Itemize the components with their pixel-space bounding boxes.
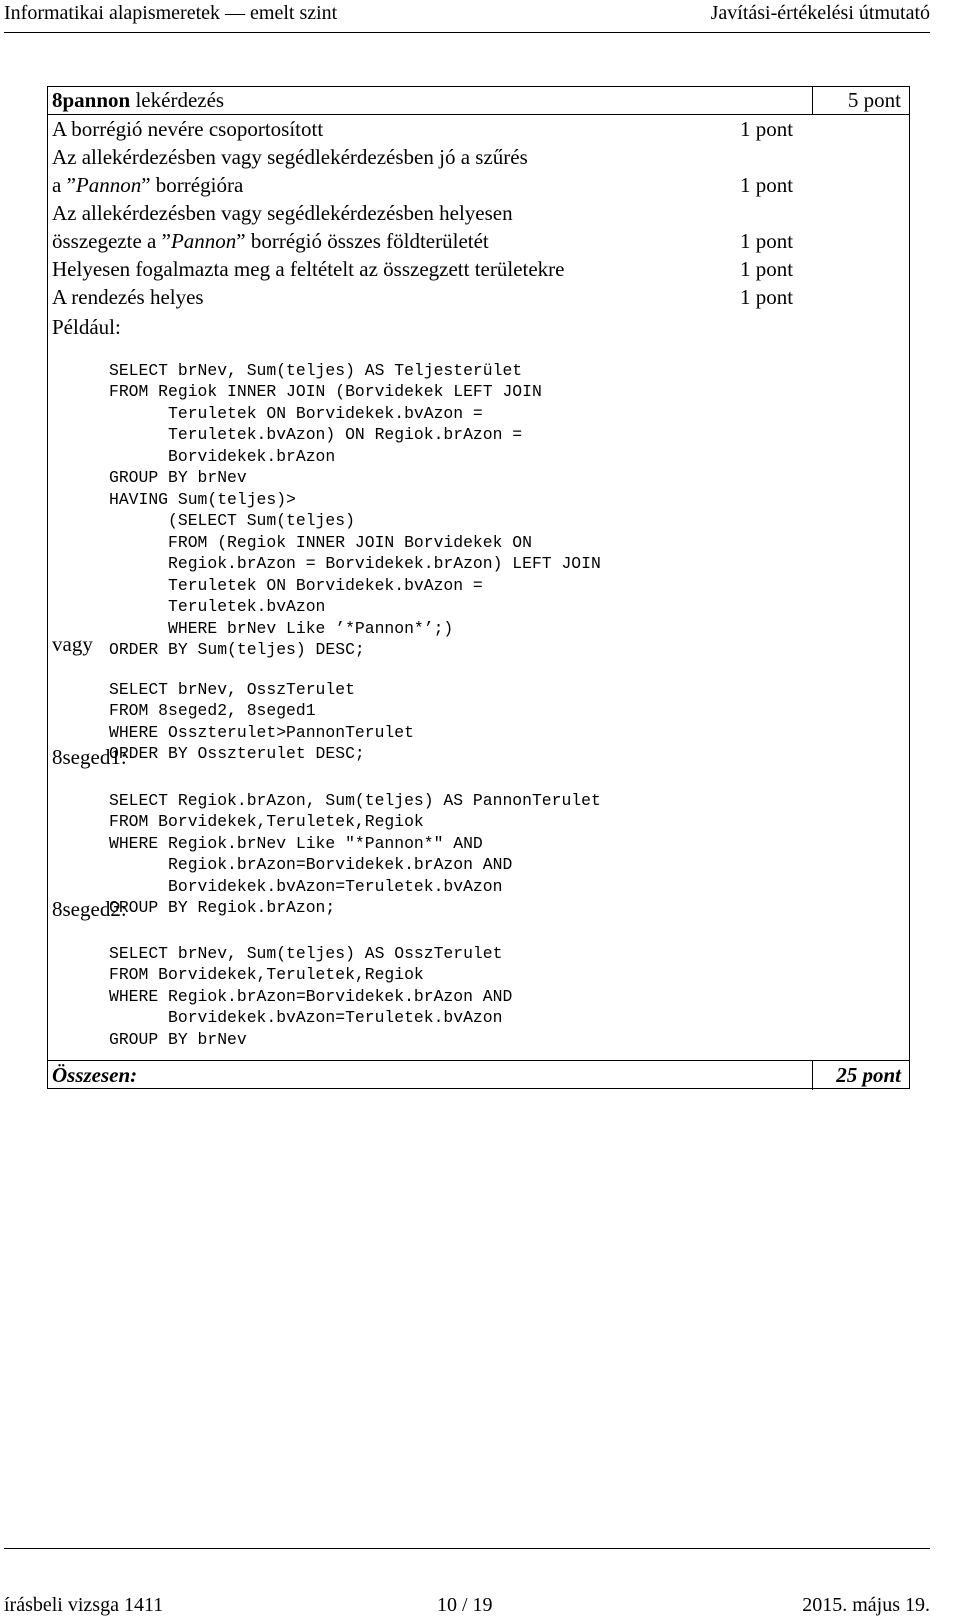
code-line: Teruletek.bvAzon [109,597,326,616]
total-label: Összesen: [52,1063,138,1087]
code-line: SELECT Regiok.brAzon, Sum(teljes) AS PannonTerulet [109,790,601,810]
code-line: SELECT brNev, Sum(teljes) AS Teljesterület [109,360,523,380]
code-line: FROM 8seged2, 8seged1 [109,701,316,720]
criterion-text: összegezte a ”Pannon” borrégió összes földterületét [52,229,489,253]
code-line: SELECT brNev, OsszTerulet [109,679,355,699]
scoring-table [47,86,910,1089]
code-line: Regiok.brAzon=Borvidekek.brAzon AND [109,855,513,874]
code-line: (SELECT Sum(teljes) [109,511,355,530]
code-line: FROM (Regiok INNER JOIN Borvidekek ON [109,532,532,552]
criterion-text: a ”Pannon” borrégióra [52,173,244,197]
example-label: Például: [52,315,121,339]
table-divider [812,87,813,114]
code-line: ORDER BY Osszterulet DESC; [109,744,365,763]
code-line: GROUP BY brNev [109,468,247,487]
code-line: ORDER BY Sum(teljes) DESC; [109,640,365,659]
code-line: Teruletek ON Borvidekek.bvAzon = [109,403,483,423]
header-guide-title: Javítási-értékelési útmutató [710,2,930,24]
code-line: GROUP BY Regiok.brAzon; [109,898,336,917]
criterion-points: 1 pont [740,285,794,309]
criterion-points: 1 pont [740,257,794,281]
footer-date: 2015. május 19. [802,1594,930,1616]
table-divider [48,1060,909,1061]
criterion-points: 1 pont [740,229,794,253]
criterion-text: Helyesen fogalmazta meg a feltételt az összegzett területekre [52,257,565,281]
code-line: GROUP BY brNev [109,1029,247,1049]
code-line: WHERE Regiok.brAzon=Borvidekek.brAzon AND [109,986,513,1006]
criterion-text: Az allekérdezésben vagy segédlekérdezésben helyesen [52,201,513,225]
code-line: Teruletek.bvAzon) ON Regiok.brAzon = [109,425,523,444]
code-line: Borvidekek.bvAzon=Teruletek.bvAzon [109,1008,503,1027]
code-line: Teruletek ON Borvidekek.bvAzon = [109,575,483,595]
code-line: WHERE Regiok.brNev Like "*Pannon*" AND [109,833,483,853]
page-header [4,0,930,33]
footer-exam-id: írásbeli vizsga 1411 [4,1594,164,1616]
code-line: FROM Borvidekek,Teruletek,Regiok [109,812,424,831]
total-points: 25 pont [836,1063,901,1087]
page-footer [4,1548,930,1617]
criterion-text: Az allekérdezésben vagy segédlekérdezésben jó a szűrés [52,145,528,169]
code-line: FROM Regiok INNER JOIN (Borvidekek LEFT JOIN [109,382,542,401]
code-line: HAVING Sum(teljes)> [109,489,296,509]
code-line: Regiok.brAzon = Borvidekek.brAzon) LEFT JOIN [109,554,601,573]
footer-page-number: 10 / 19 [437,1594,493,1616]
code-line: SELECT brNev, Sum(teljes) AS OsszTerulet [109,943,503,963]
sql-query-main [109,338,601,661]
helper-query-2-label: 8seged2: [52,897,127,921]
section-total-points: 5 pont [847,88,901,112]
sql-helper-query-2 [109,921,512,1050]
table-divider [48,114,909,115]
header-subject: Informatikai alapismeretek — emelt szint [4,2,338,24]
sql-helper-query-1 [109,768,601,919]
criterion-text: A rendezés helyes [52,285,204,309]
code-line: WHERE brNev Like ’*Pannon*’;) [109,618,454,638]
criterion-points: 1 pont [740,117,794,141]
section-title: 8pannon lekérdezés [52,88,225,112]
helper-query-1-label: 8seged1: [52,745,127,769]
code-line: Borvidekek.bvAzon=Teruletek.bvAzon [109,876,503,896]
criterion-text: A borrégió nevére csoportosított [52,117,324,141]
criterion-points: 1 pont [740,173,794,197]
code-line: FROM Borvidekek,Teruletek,Regiok [109,965,424,984]
code-line: WHERE Osszterulet>PannonTerulet [109,722,414,742]
sql-query-alternative [109,657,414,765]
alternative-label: vagy [52,632,93,656]
code-line: Borvidekek.brAzon [109,446,336,466]
table-divider [812,1060,813,1090]
